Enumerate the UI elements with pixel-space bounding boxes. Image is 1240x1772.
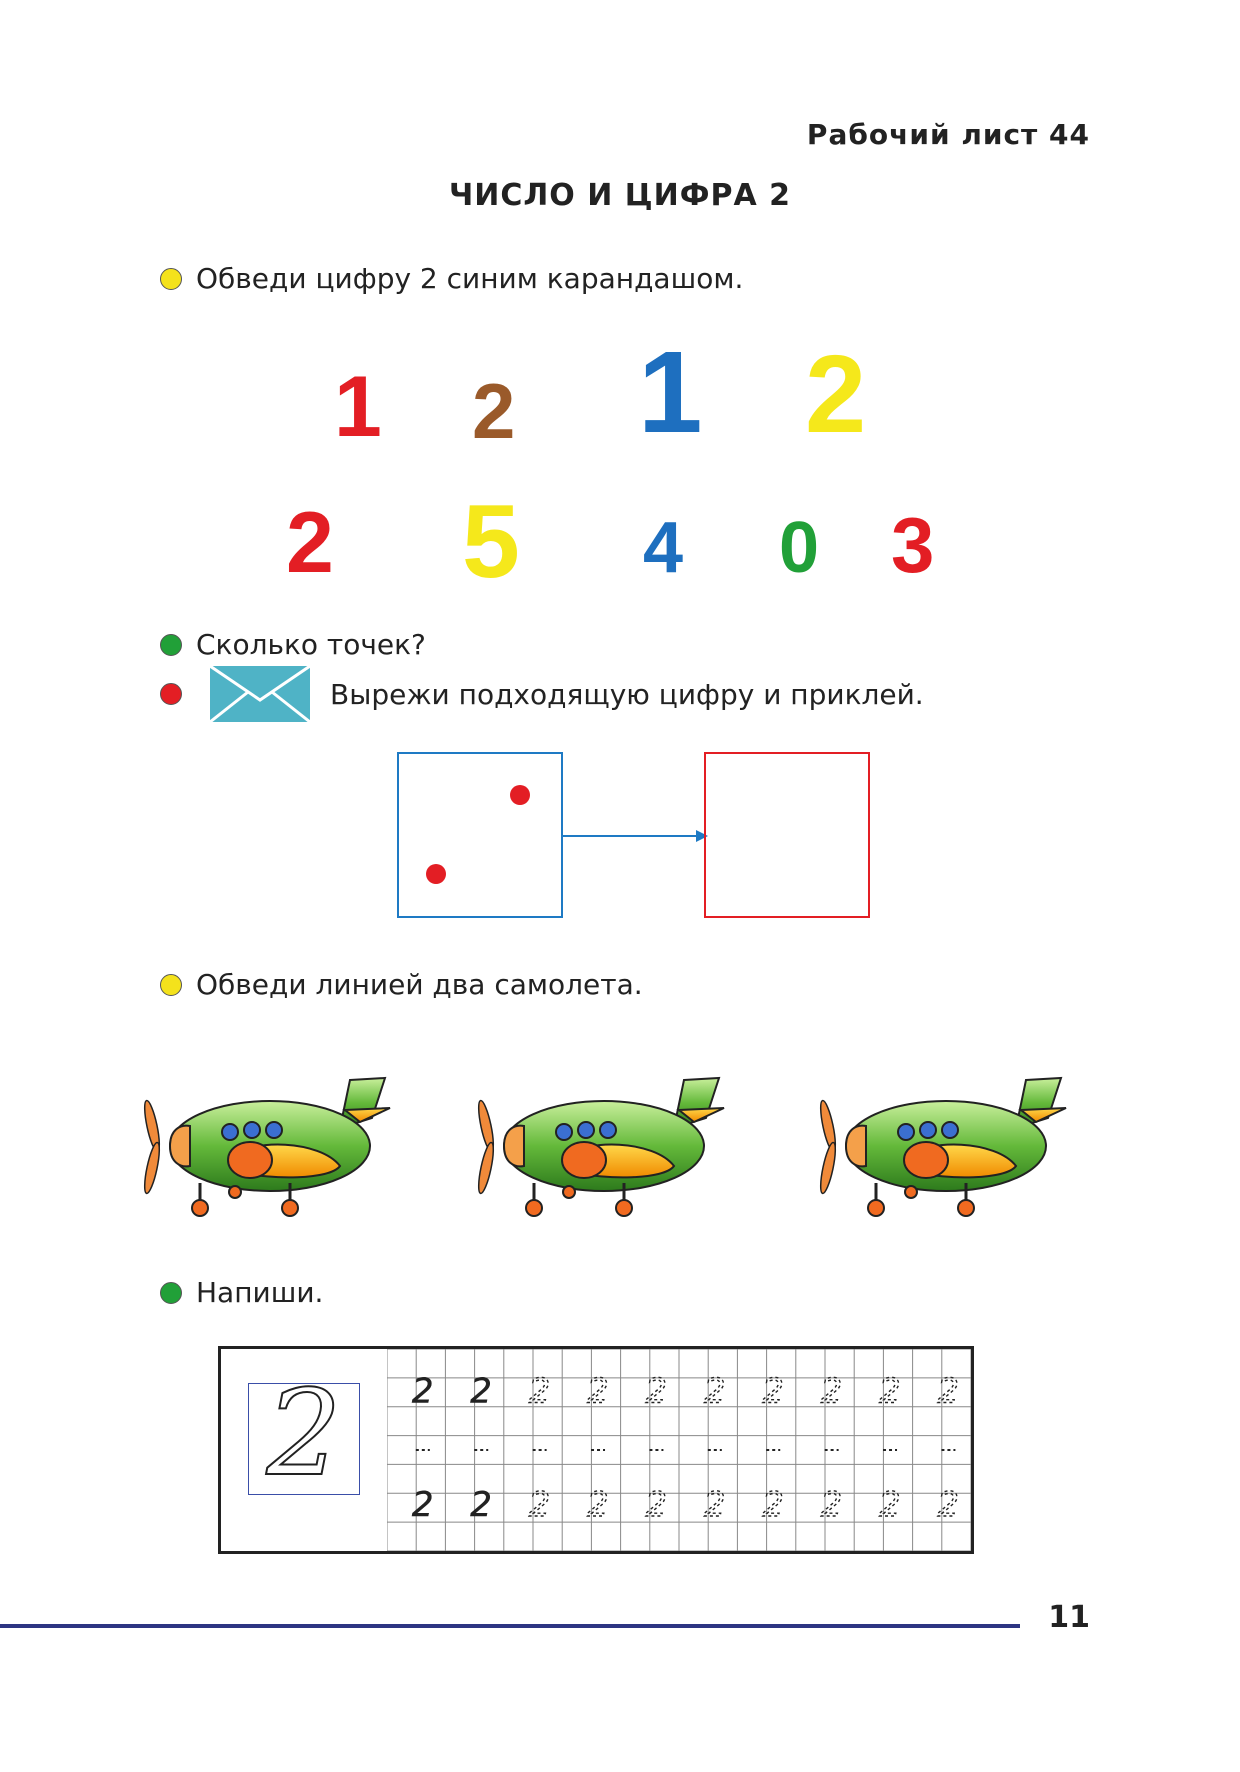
page-number: 11	[1048, 1600, 1090, 1635]
trace-digit[interactable]: 2	[820, 1485, 843, 1526]
trace-digit[interactable]: 2	[879, 1371, 901, 1412]
page-title: ЧИСЛО И ЦИФРА 2	[449, 178, 791, 213]
trace-digit[interactable]: 2	[411, 1485, 434, 1526]
trace-digit[interactable]: 2	[528, 1485, 551, 1526]
task-trace-digit	[160, 262, 743, 295]
dot	[426, 864, 446, 884]
trace-digit[interactable]: 2	[645, 1485, 668, 1526]
digit-row2-4[interactable]: 0	[779, 508, 820, 588]
task-write	[160, 1276, 323, 1309]
trace-digit[interactable]: 2	[587, 1371, 609, 1412]
task-circle-planes	[160, 968, 643, 1001]
digit-row2-2[interactable]: 5	[462, 484, 520, 600]
digit-row2-3[interactable]: 4	[643, 508, 684, 588]
sample-digit: 2	[266, 1364, 342, 1502]
airplane-icon[interactable]	[816, 1068, 1076, 1228]
task-count-dots-text: Сколько точек?	[196, 628, 426, 661]
digit-row2-5[interactable]: 3	[891, 501, 935, 589]
answer-box[interactable]	[704, 752, 870, 918]
trace-digit[interactable]: 2	[937, 1371, 960, 1412]
copybook-cells[interactable]	[387, 1349, 971, 1551]
sample-digit-frame	[248, 1364, 360, 1502]
airplane-icon[interactable]	[474, 1068, 734, 1228]
envelope-icon	[210, 666, 310, 722]
task-cut-paste	[160, 666, 924, 722]
yellow-bullet-icon	[160, 268, 182, 290]
writing-grid[interactable]	[218, 1346, 974, 1554]
green-bullet-icon	[160, 1282, 182, 1304]
task-circle-planes-text: Обведи линией два самолета.	[196, 968, 643, 1001]
digit-row1-2[interactable]: 2	[472, 367, 516, 455]
trace-digit[interactable]: 2	[528, 1371, 551, 1412]
trace-digit[interactable]: 2	[703, 1485, 726, 1526]
green-bullet-icon	[160, 634, 182, 656]
trace-digit[interactable]: 2	[470, 1371, 492, 1412]
trace-digit[interactable]: 2	[470, 1485, 492, 1526]
task-count-dots	[160, 628, 426, 661]
trace-digit[interactable]: 2	[879, 1485, 901, 1526]
airplane-icon[interactable]	[140, 1068, 400, 1228]
trace-digit[interactable]: 2	[703, 1371, 726, 1412]
worksheet-label: Рабочий лист 44	[806, 118, 1090, 151]
arrow-right-icon	[562, 826, 710, 846]
trace-digit[interactable]: 2	[411, 1371, 434, 1412]
task-write-text: Напиши.	[196, 1276, 324, 1309]
trace-digit[interactable]: 2	[937, 1485, 960, 1526]
trace-digit[interactable]: 2	[587, 1485, 609, 1526]
trace-digit[interactable]: 2	[820, 1371, 843, 1412]
trace-digit[interactable]: 2	[762, 1485, 784, 1526]
digit-row1-3[interactable]: 1	[638, 327, 703, 457]
trace-digit[interactable]: 2	[645, 1371, 668, 1412]
digit-row2-1[interactable]: 2	[286, 495, 334, 591]
trace-digit[interactable]: 2	[762, 1371, 784, 1412]
footer-line	[0, 1624, 1020, 1628]
digit-row1-1[interactable]: 1	[334, 359, 382, 455]
yellow-bullet-icon	[160, 974, 182, 996]
dots-box	[397, 752, 563, 918]
red-bullet-icon	[160, 683, 182, 705]
task-trace-digit-text: Обведи цифру 2 синим карандашом.	[196, 262, 744, 295]
dot	[510, 785, 530, 805]
task-cut-paste-text: Вырежи подходящую цифру и приклей.	[330, 677, 924, 711]
digit-row1-4[interactable]: 2	[805, 333, 867, 456]
